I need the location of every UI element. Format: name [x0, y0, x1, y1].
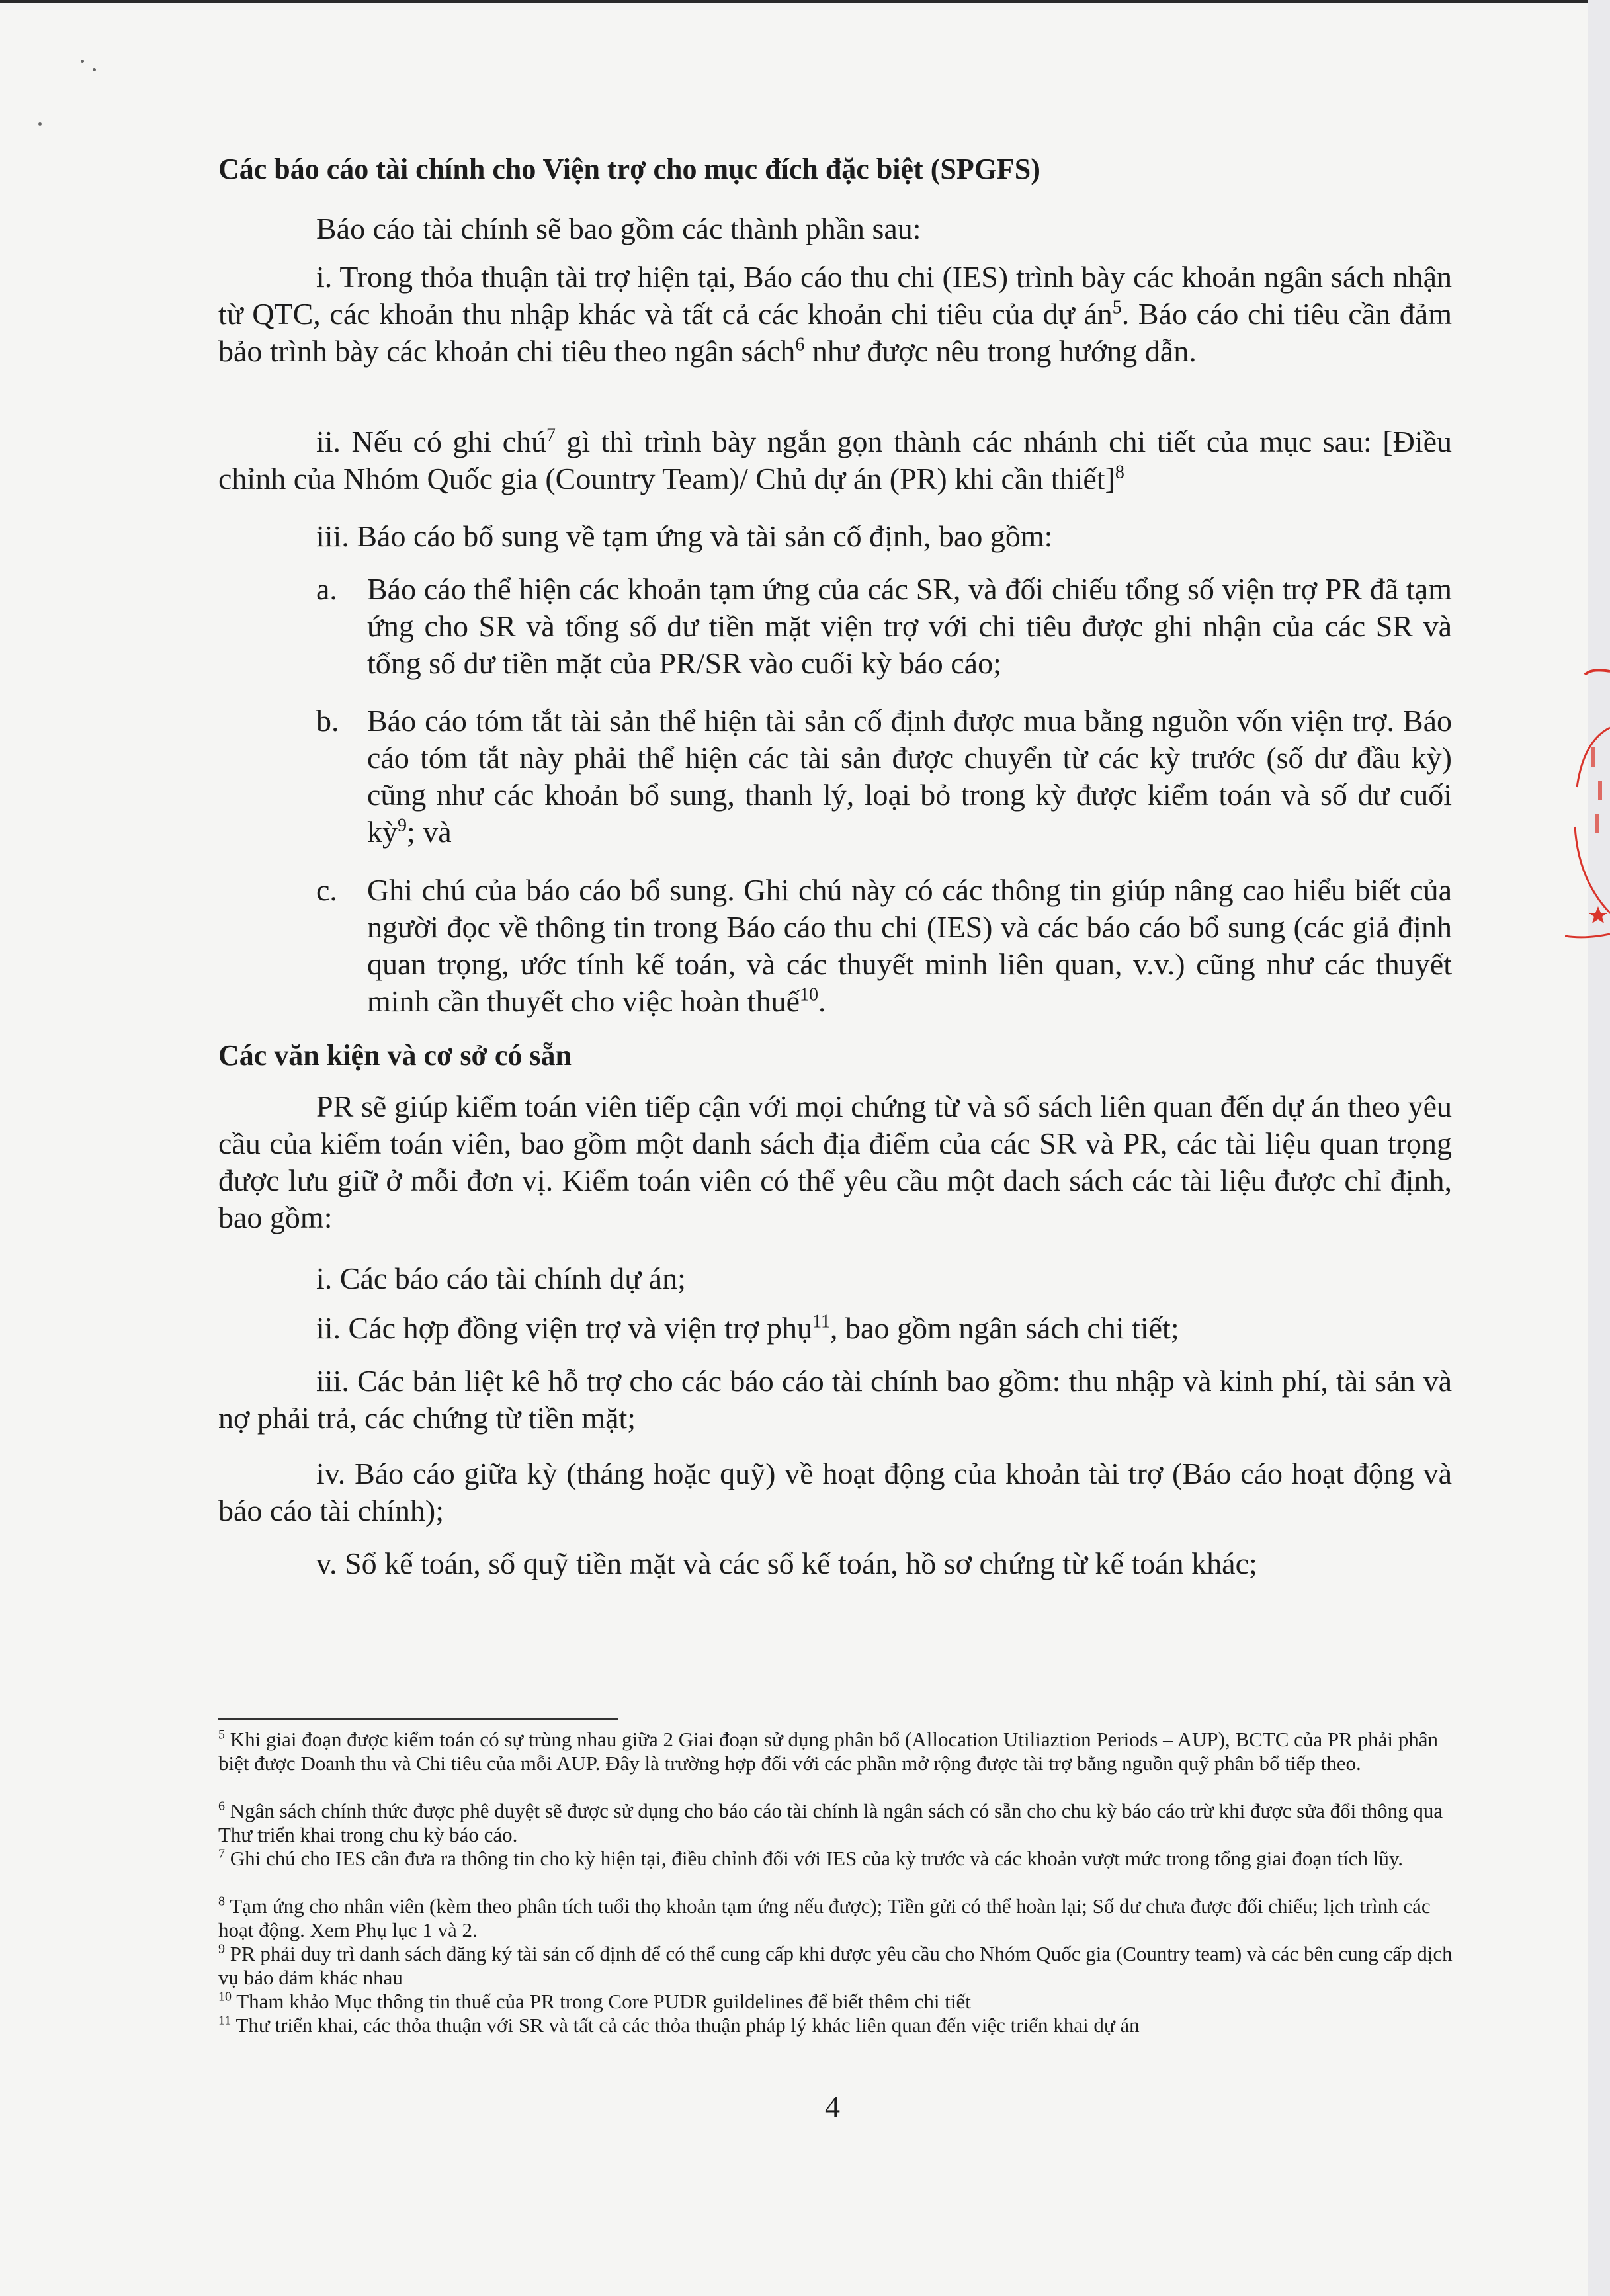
sub-item-marker: a.	[316, 572, 337, 606]
footnote-ref: 10	[800, 984, 819, 1005]
scan-top-edge	[0, 0, 1610, 3]
section-heading-documents: Các văn kiện và cơ sở có sẵn	[218, 1039, 572, 1072]
sub-item-a: Báo cáo thể hiện các khoản tạm ứng của các SR, và đối chiếu tổng số viện trợ PR đã tạm ứng cho SR và tổng số dư tiền mặt viện trợ với chi tiêu được ghi nhận của các SR và tổng số dư tiền mặt của PR/SR vào cuối kỳ báo cáo;	[367, 572, 1452, 680]
footnote-ref: 5	[1112, 297, 1122, 318]
footnote-ref: 9	[398, 815, 407, 836]
sub-item-marker: b.	[316, 704, 339, 738]
footnote-11: $^{11}$ Thư triển khai, các thỏa thuận với SR và tất cả các thỏa thuận pháp lý khác liên quan đến việc triển khai dự án	[218, 2013, 1140, 2037]
scan-speck	[38, 122, 42, 126]
document-item-iv: iv. Báo cáo giữa kỳ (tháng hoặc quỹ) về hoạt động của khoản tài trợ (Báo cáo hoạt động và báo cáo tài chính);	[218, 1457, 1452, 1527]
sub-item-marker: c.	[316, 873, 337, 907]
footnote-9: $^9$ PR phải duy trì danh sách đăng ký tài sản cố định để có thể cung cấp khi được yêu cầu cho Nhóm Quốc gia (Country team) và các bên cung cấp dịch vụ bảo đảm khác nhau	[218, 1941, 1453, 1989]
document-item-v: v. Sổ kế toán, sổ quỹ tiền mặt và các sổ kế toán, hồ sơ chứng từ kế toán khác;	[316, 1547, 1257, 1580]
document-item-iii: iii. Các bản liệt kê hỗ trợ cho các báo cáo tài chính bao gồm: thu nhập và kinh phí, tài sản và nợ phải trả, các chứng từ tiền mặt;	[218, 1364, 1452, 1435]
scan-speck	[81, 60, 84, 63]
document-item-ii: ii. Các hợp đồng viện trợ và viện trợ phụ$^{11}$, bao gồm ngân sách chi tiết;	[316, 1311, 1179, 1345]
red-seal-stamp	[1565, 661, 1610, 979]
section-intro: Báo cáo tài chính sẽ bao gồm các thành phần sau:	[316, 212, 921, 245]
scan-speck	[93, 68, 96, 71]
footnote-8: $^8$ Tạm ứng cho nhân viên (kèm theo phân tích tuổi thọ khoản tạm ứng nếu được); Tiền gửi có thể hoàn lại; Số dư chưa được đối chiếu; lịch trình các hoạt động. Xem Phụ lục 1 và 2.	[218, 1894, 1431, 1941]
footnote-6: $^6$ Ngân sách chính thức được phê duyệt sẽ được sử dụng cho báo cáo tài chính là ngân sách có sẵn cho chu kỳ báo cáo trừ khi được sửa đổi thông qua Thư triển khai trong chu kỳ báo cáo.	[218, 1799, 1443, 1846]
footnote-5: $^5$ Khi giai đoạn được kiểm toán có sự trùng nhau giữa 2 Giai đoạn sử dụng phân bổ (Allocation Utiliaztion Periods – AUP), BCTC của PR phải phân biệt được Doanh thu và Chi tiêu của mỗi AUP. Đây là trường hợp đối với các phần mở rộng được tài trợ bằng nguồn quỹ phân bổ tiếp theo.	[218, 1727, 1438, 1775]
footnote-ref: 8	[1115, 462, 1124, 483]
page-number: 4	[825, 2090, 840, 2123]
section2-intro-paragraph: PR sẽ giúp kiểm toán viên tiếp cận với mọi chứng từ và sổ sách liên quan đến dự án theo yêu cầu của kiểm toán viên, bao gồm một danh sách địa điểm của các SR và PR, các tài liệu quan trọng được lưu giữ ở mỗi đơn vị. Kiểm toán viên có thể yêu cầu một dach sách các tài liệu được chỉ định, bao gồm:	[218, 1089, 1452, 1234]
scan-right-edge	[1588, 0, 1610, 2296]
footnote-7: $^7$ Ghi chú cho IES cần đưa ra thông tin cho kỳ hiện tại, điều chỉnh đối với IES của kỳ trước và các khoản vượt mức trong tổng giai đoạn tích lũy.	[218, 1846, 1404, 1870]
item-ii-paragraph: ii. Nếu có ghi chú$^7$ gì thì trình bày ngắn gọn thành các nhánh chi tiết của mục sau: [Điều chỉnh của Nhóm Quốc gia (Country Team)/ Chủ dự án (PR) khi cần thiết]$^8$	[218, 425, 1452, 495]
footnote-ref: 6	[795, 334, 805, 355]
item-iii-paragraph: iii. Báo cáo bổ sung về tạm ứng và tài sản cố định, bao gồm:	[316, 519, 1053, 553]
item-i-paragraph: i. Trong thỏa thuận tài trợ hiện tại, Báo cáo thu chi (IES) trình bày các khoản ngân sách nhận từ QTC, các khoản thu nhập khác và tất cả các khoản chi tiêu của dự $án^5$. Báo cáo chi tiêu cần đảm bảo trình bày các khoản chi tiêu theo ngân sách$^6$ như được nêu trong hướng dẫn.	[218, 260, 1453, 368]
footnote-10: $^{10}$ Tham khảo Mục thông tin thuế của PR trong Core PUDR guildelines để biết thêm chi tiết	[218, 1989, 971, 2013]
sub-item-b: Báo cáo tóm tắt tài sản thể hiện tài sản cố định được mua bằng nguồn vốn viện trợ. Báo cáo tóm tắt này phải thể hiện các tài sản được chuyển từ các kỳ trước (số dư đầu kỳ) cũng như các khoản bổ sung, thanh lý, loại bỏ trong kỳ được kiểm toán và số dư cuối kỳ$^9$; và	[367, 704, 1452, 849]
section-heading-financial-reports: Các báo cáo tài chính cho Viện trợ cho mục đích đặc biệt (SPGFS)	[218, 153, 1040, 185]
footnote-ref: 7	[546, 425, 556, 446]
sub-item-c: Ghi chú của báo cáo bổ sung. Ghi chú này có các thông tin giúp nâng cao hiểu biết của người đọc về thông tin trong Báo cáo thu chi (IES) và các báo cáo bổ sung (các giả định quan trọng, ước tính kế toán, và các thuyết minh liên quan, v.v.) cũng như các thuyết minh cần thuyết cho việc hoàn thuế$^{10}$.	[367, 873, 1452, 1018]
document-item-i: i. Các báo cáo tài chính dự án;	[316, 1261, 686, 1295]
footnote-separator	[218, 1718, 618, 1720]
footnote-ref: 11	[812, 1311, 831, 1332]
